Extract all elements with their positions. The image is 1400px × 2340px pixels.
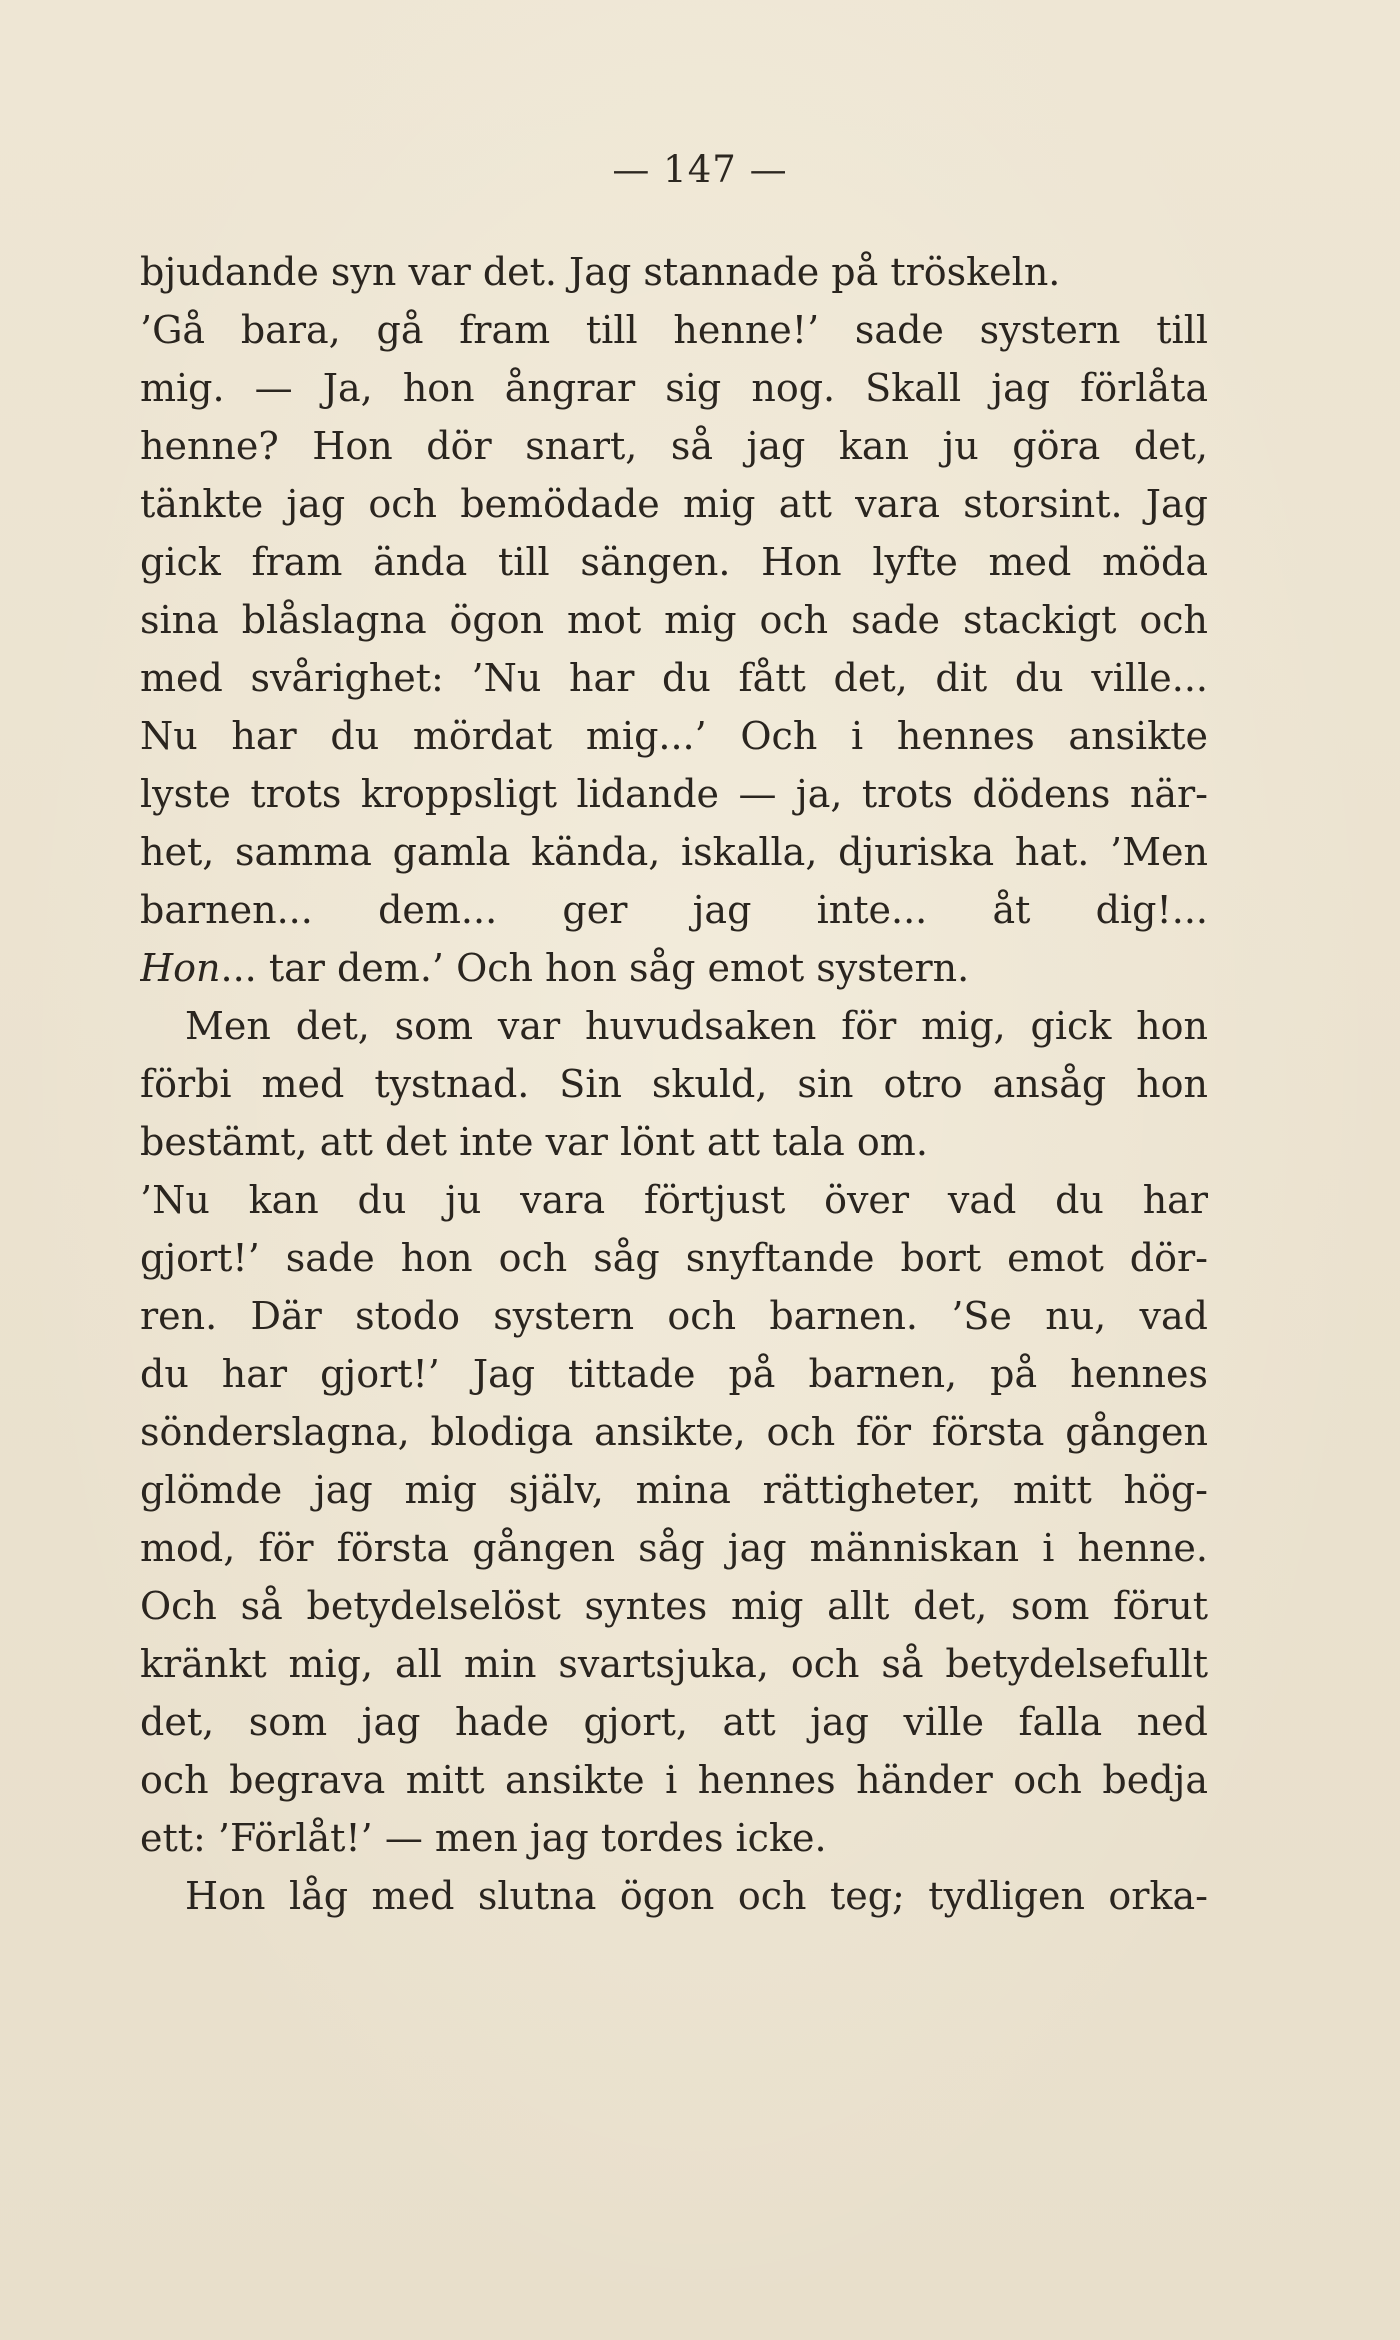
text-line	[140, 939, 1208, 997]
text-line	[140, 417, 1208, 475]
text-line	[140, 649, 1208, 707]
line-text: sina blåslagna ögon mot mig och sade stackigt och	[140, 598, 1208, 642]
text-line	[140, 1403, 1208, 1461]
line-text: och begrava mitt ansikte i hennes händer och bedja	[140, 1758, 1208, 1802]
line-text: gjort!’ sade hon och såg snyftande bort emot dör-	[140, 1236, 1208, 1280]
line-text: det, som jag hade gjort, att jag ville falla ned	[140, 1700, 1208, 1744]
line-text: ’Nu kan du ju vara förtjust över vad du har	[140, 1178, 1208, 1222]
text-line	[140, 591, 1208, 649]
text-line	[140, 301, 1208, 359]
line-text: glömde jag mig själv, mina rättigheter, mitt hög-	[140, 1468, 1208, 1512]
line-text: het, samma gamla kända, iskalla, djuriska hat. ’Men	[140, 830, 1208, 874]
text-line	[140, 1693, 1208, 1751]
text-line	[140, 1287, 1208, 1345]
line-text: ’Gå bara, gå fram till henne!’ sade systern till	[140, 308, 1208, 352]
text-line	[140, 823, 1208, 881]
text-line	[140, 359, 1208, 417]
line-text: bjudande syn var det. Jag stannade på tröskeln.	[140, 250, 1061, 294]
line-text: sönderslagna, blodiga ansikte, och för första gången	[140, 1410, 1208, 1454]
text-line	[140, 1751, 1208, 1809]
text-line	[140, 707, 1208, 765]
line-text: mod, för första gången såg jag människan i henne.	[140, 1526, 1208, 1570]
line-text: bestämt, att det inte var lönt att tala om.	[140, 1120, 928, 1164]
text-line	[140, 1345, 1208, 1403]
line-text: förbi med tystnad. Sin skuld, sin otro ansåg hon	[140, 1062, 1208, 1106]
line-text: lyste trots kroppsligt lidande — ja, trots dödens när-	[140, 772, 1208, 816]
line-text: ren. Där stodo systern och barnen. ’Se nu, vad	[140, 1294, 1208, 1338]
line-text: Och så betydelselöst syntes mig allt det, som förut	[140, 1584, 1208, 1628]
line-text: barnen... dem... ger jag inte... åt dig!...	[140, 888, 1208, 932]
line-text: tänkte jag och bemödade mig att vara storsint. Jag	[140, 482, 1208, 526]
body-text	[140, 243, 1208, 1925]
text-line	[140, 1171, 1208, 1229]
text-line	[140, 1113, 1208, 1171]
page-number: — 147 —	[612, 148, 788, 191]
line-text: med svårighet: ’Nu har du fått det, dit du ville...	[140, 656, 1208, 700]
text-line	[140, 1577, 1208, 1635]
line-text: Men det, som var huvudsaken för mig, gick hon	[185, 1004, 1208, 1048]
line-text: Hon låg med slutna ögon och teg; tydligen orka-	[185, 1874, 1208, 1918]
text-line	[140, 1867, 1208, 1925]
line-text: kränkt mig, all min svartsjuka, och så betydelsefullt	[140, 1642, 1208, 1686]
line-text: henne? Hon dör snart, så jag kan ju göra det,	[140, 424, 1208, 468]
text-line	[140, 243, 1208, 301]
text-line	[140, 1635, 1208, 1693]
text-line	[140, 475, 1208, 533]
line-text: ... tar dem.’ Och hon såg emot systern.	[220, 946, 970, 990]
text-line	[140, 1229, 1208, 1287]
italic-word: Hon	[140, 946, 221, 990]
text-line	[140, 1461, 1208, 1519]
text-line	[140, 765, 1208, 823]
line-text: Nu har du mördat mig...’ Och i hennes ansikte	[140, 714, 1208, 758]
line-text: mig. — Ja, hon ångrar sig nog. Skall jag förlåta	[140, 366, 1208, 410]
line-text: du har gjort!’ Jag tittade på barnen, på hennes	[140, 1352, 1208, 1396]
text-line	[140, 533, 1208, 591]
line-text: gick fram ända till sängen. Hon lyfte med möda	[140, 540, 1208, 584]
text-line	[140, 1055, 1208, 1113]
line-text: ett: ’Förlåt!’ — men jag tordes icke.	[140, 1816, 827, 1860]
text-line	[140, 997, 1208, 1055]
text-line	[140, 1809, 1208, 1867]
text-line	[140, 881, 1208, 939]
text-line	[140, 1519, 1208, 1577]
